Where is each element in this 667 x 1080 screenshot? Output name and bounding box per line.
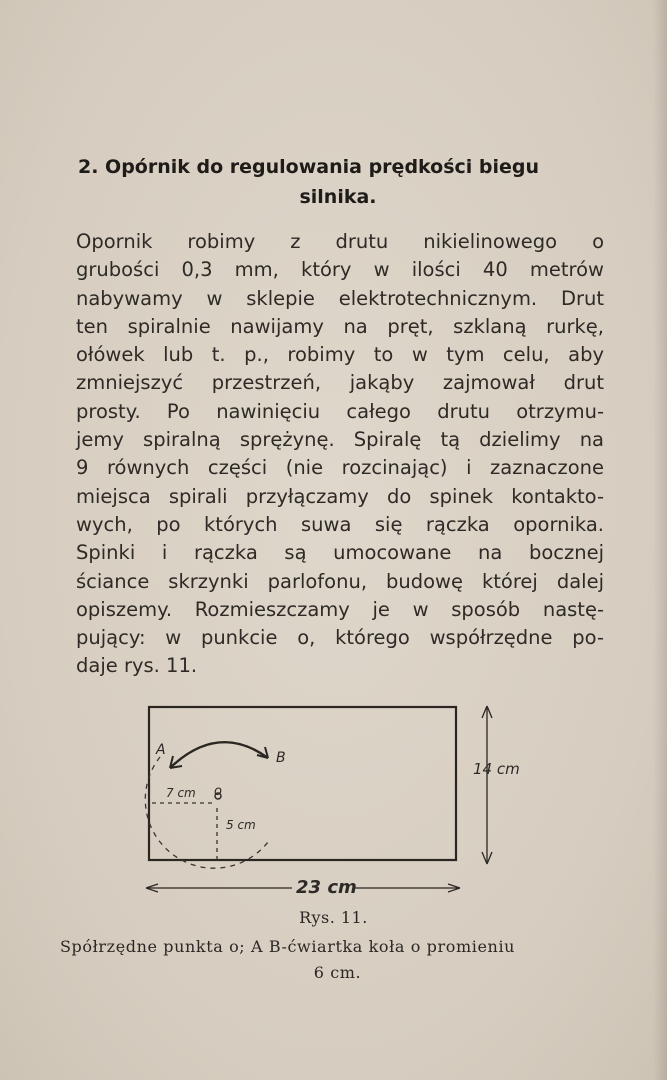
body-line: daje rys. 11. [76,654,198,678]
body-line: jemy spiralną sprężynę. Spiralę tą dzielimy na [76,428,604,452]
label-point-o: o [214,784,222,799]
heading-line-1: 2. Opórnik do regulowania prędkości biegu [78,156,540,178]
body-line: nabywamy w sklepie elektrotechnicznym. Drut [76,286,604,310]
body-line: pujący: w punkcie o, którego współrzędne po- [76,626,604,650]
label-dim-x: 7 cm [166,786,196,800]
caption-line-2: 6 cm. [313,963,362,982]
body-line: ten spiralnie nawijamy na pręt, szklaną rurkę, [76,314,604,338]
arc-arrow-ab [170,742,268,768]
body-line: ściance skrzynki parlofonu, budowę której dalej [76,569,604,593]
box-outline [149,707,456,860]
label-a: A [156,742,166,758]
body-line: Spinki i rączka są umocowane na bocznej [76,541,604,565]
figure-caption [60,934,605,986]
body-line: ołówek lub t. p., robimy to w tym celu, aby [76,343,604,367]
quarter-circle-dashed [145,757,268,868]
caption-line-1: Spółrzędne punkta o; A B-ćwiartka koła o promieniu [60,937,516,956]
figure-caption-title: Rys. 11. [299,908,368,927]
body-line: 9 równych części (nie rozcinając) i zaznaczone [76,456,604,480]
body-line: grubości 0,3 mm, który w ilości 40 metrów [76,258,604,282]
figure-rys-11 [140,700,520,910]
body-paragraph [76,228,604,681]
label-dim-y: 5 cm [226,818,256,832]
body-line: wych, po których suwa się rączka opornika. [76,512,604,536]
body-line: prosty. Po nawinięciu całego drutu otrzymu- [76,399,604,423]
label-b: B [276,750,286,766]
label-dim-height: 14 cm [473,760,520,778]
label-dim-width: 23 cm [296,877,357,898]
body-line: miejsca spirali przyłączamy do spinek kontakto- [76,484,604,508]
body-line: Opornik robimy z drutu nikielinowego o [76,230,604,253]
body-line: opiszemy. Rozmieszczamy je w sposób nastę- [76,597,604,621]
body-line: zmniejszyć przestrzeń, jakąby zajmował drut [76,371,604,395]
section-heading [78,152,618,212]
heading-line-2: silnika. [299,186,377,208]
